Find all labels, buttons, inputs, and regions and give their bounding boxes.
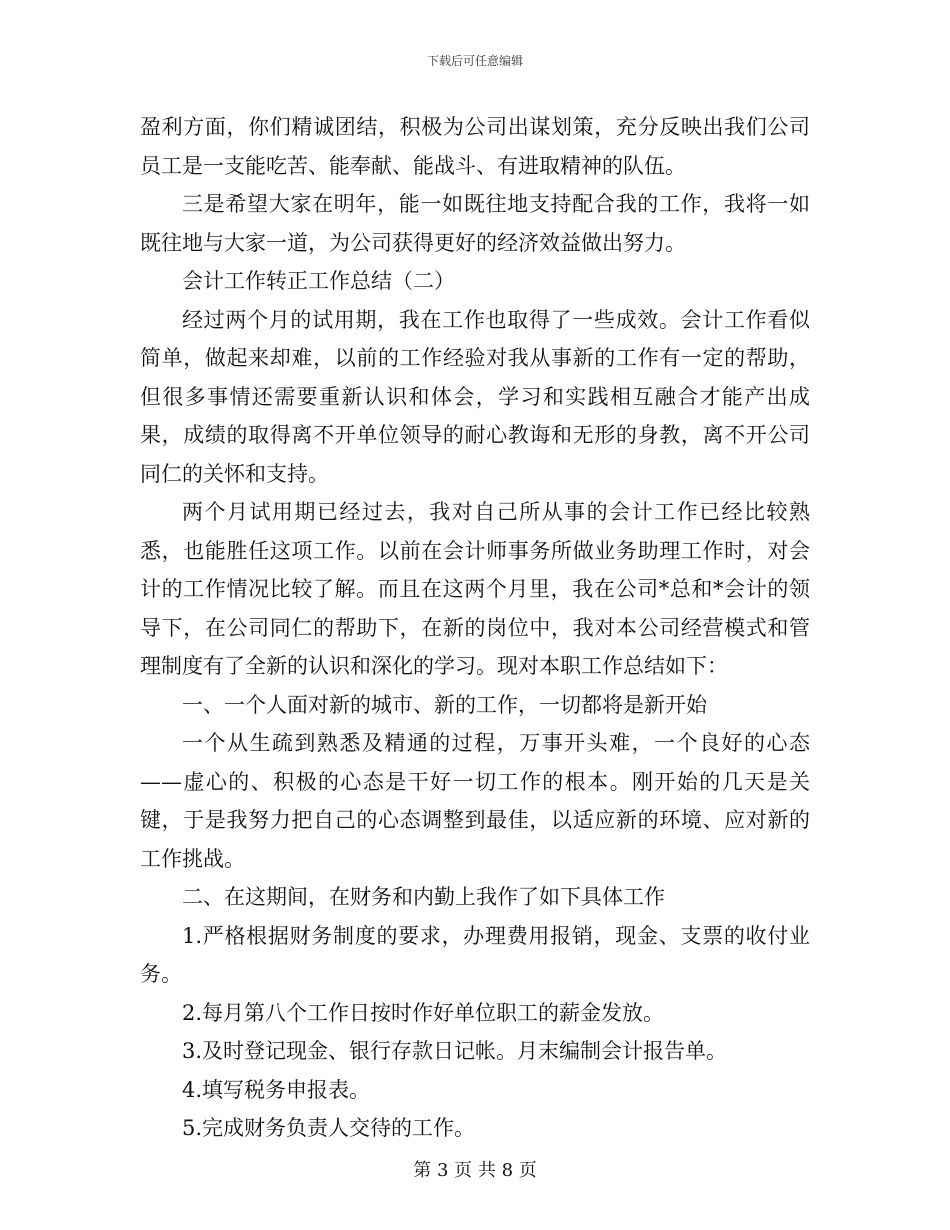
page-header: 下载后可任意编辑	[426, 54, 523, 68]
section-title: 会计工作转正工作总结（二）	[182, 269, 455, 293]
document-body	[140, 108, 810, 1148]
paragraph-3: 经过两个月的试用期，我在工作也取得了一些成效。会计工作看似简单，做起来却难，以前的工作经验对我从事新的工作有一定的帮助，但很多事情还需要重新认识和体会，学习和实践相互融合才能产出成果，成绩的取得离不开单位领导的耐心教诲和无形的身教，离不开公司同仁的关怀和支持。	[140, 307, 810, 486]
heading-1: 一、一个人面对新的城市、新的工作，一切都将是新开始	[182, 692, 707, 717]
heading-2: 二、在这期间，在财务和内勤上我作了如下具体工作	[182, 885, 665, 909]
list-item-3: 3.及时登记现金、银行存款日记帐。月末编制会计报告单。	[182, 1039, 728, 1063]
list-item-5: 5.完成财务负责人交待的工作。	[182, 1116, 476, 1140]
paragraph-2: 三是希望大家在明年，能一如既往地支持配合我的工作，我将一如既往地与大家一道，为公司获得更好的经济效益做出努力。	[140, 192, 810, 255]
page-footer: 第 3 页 共 8 页	[413, 1160, 537, 1181]
paragraph-1: 盈利方面，你们精诚团结，积极为公司出谋划策，充分反映出我们公司员工是一支能吃苦、能奉献、能战斗、有进取精神的队伍。	[140, 115, 810, 178]
list-item-4: 4.填写税务申报表。	[182, 1077, 371, 1102]
paragraph-4: 两个月试用期已经过去，我对自己所从事的会计工作已经比较熟悉，也能胜任这项工作。以前在会计师事务所做业务助理工作时，对会计的工作情况比较了解。而且在这两个月里，我在公司*总和*会计的领导下，在公司同仁的帮助下，在新的岗位中，我对本公司经营模式和管理制度有了全新的认识和深化的学习。现对本职工作总结如下：	[140, 500, 810, 678]
paragraph-5: 一个从生疏到熟悉及精通的过程，万事开头难，一个良好的心态——虚心的、积极的心态是干好一切工作的根本。刚开始的几天是关键，于是我努力把自己的心态调整到最佳，以适应新的环境、应对新的工作挑战。	[140, 731, 810, 871]
list-item-1: 1.严格根据财务制度的要求，办理费用报销，现金、支票的收付业务。	[140, 923, 810, 986]
list-item-2: 2.每月第八个工作日按时作好单位职工的薪金发放。	[182, 1000, 665, 1025]
